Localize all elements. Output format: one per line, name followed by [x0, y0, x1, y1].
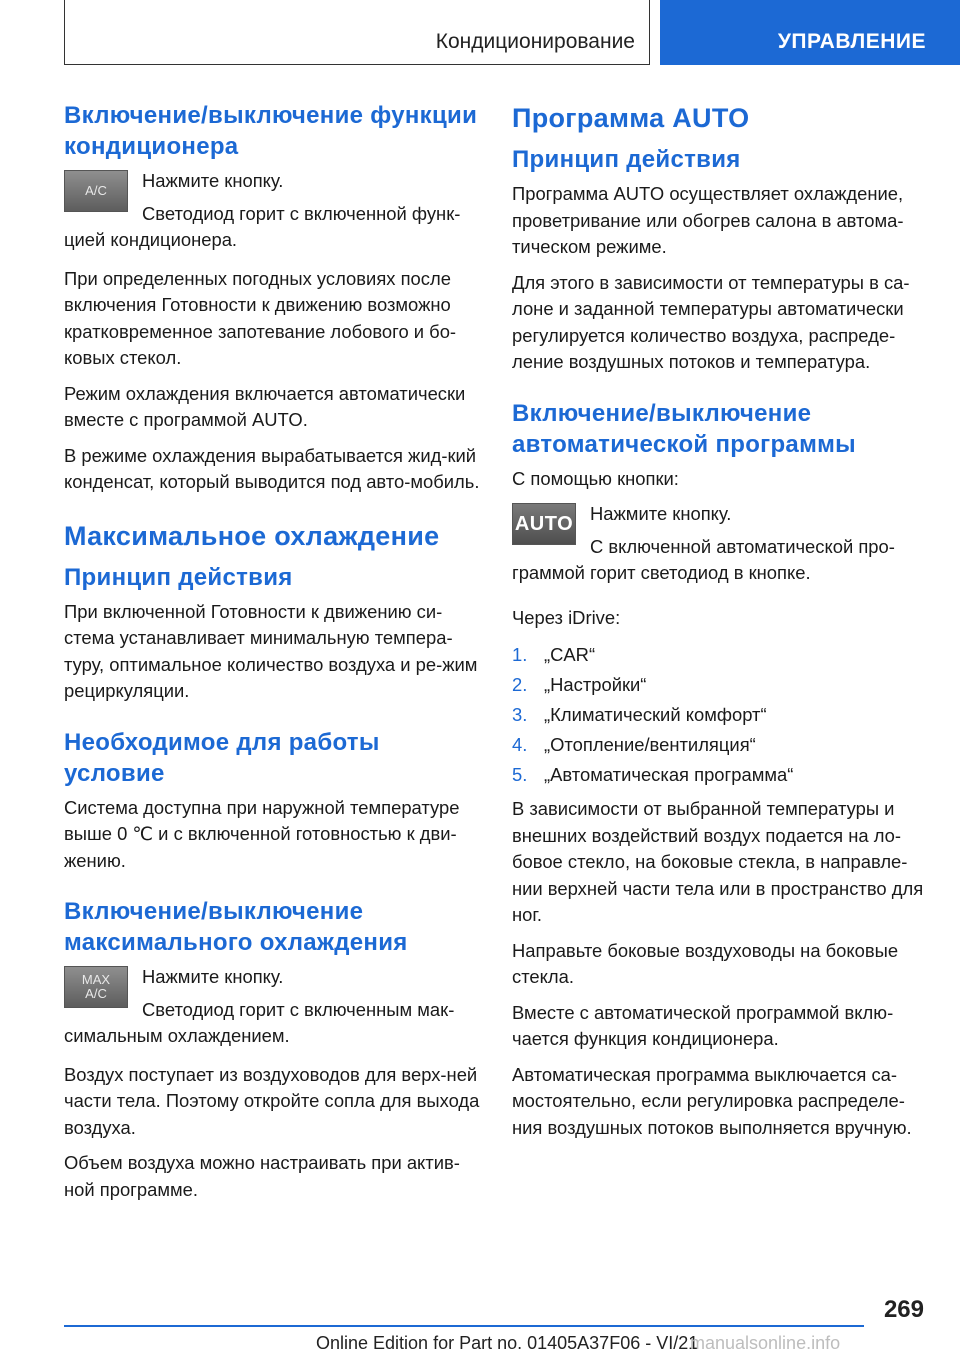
left-column	[64, 100, 480, 1212]
max-air-text: Воздух поступает из воздуховодов для верх-ней части тела. Поэтому откройте сопла для выхода воздуха.	[64, 1063, 480, 1138]
list-item: 3. „Климатический комфорт“	[512, 704, 767, 725]
heading-max-principle: Принцип действия	[64, 563, 293, 591]
max-principle-text: При включенной Готовности к движению си-стема устанавливает минимальную темпера-туру, оптимальное количество воздуха и ре-жим рециркуляции.	[64, 600, 478, 701]
heading-auto-principle: Принцип действия	[512, 146, 741, 173]
section-title: Кондиционирование	[435, 30, 635, 53]
chapter-tab	[660, 0, 960, 65]
heading-auto-program: Программа AUTO	[512, 103, 750, 133]
list-item: 1. „CAR“	[512, 644, 596, 665]
footer-divider	[64, 1325, 864, 1327]
auto-press-text: Нажмите кнопку.	[590, 503, 732, 524]
ac-press-text: Нажмите кнопку.	[142, 170, 284, 191]
ac-auto-text: Режим охлаждения включается автоматически вместе с программой AUTO.	[64, 382, 466, 430]
heading-max-onoff: Включение/выключение максимального охлаждения	[64, 898, 408, 956]
page-header	[0, 0, 960, 66]
section-tab	[64, 0, 650, 65]
via-button-text: С помощью кнопки:	[512, 467, 679, 489]
ac-fogging-text: При определенных погодных условиях после включения Готовности к движению возможно кратковременное запотевание лобового и бо-ковых стекол.	[64, 267, 457, 368]
auto-off-text: Автоматическая программа выключается са-мостоятельно, если регулировка распределе-ния воздушных потоков выполняется вручную.	[512, 1063, 912, 1138]
condition-text: Система доступна при наружной температуре выше 0 ℃ и с включенной готовностью к дви-жению.	[64, 796, 460, 871]
auto-principle-text-1: Программа AUTO осуществляет охлаждение, проветривание или обогрев салона в автома-тическом режиме.	[512, 183, 904, 257]
ac-led-text: Светодиод горит с включенной функ-цией кондиционера.	[64, 202, 461, 250]
auto-principle-text-2: Для этого в зависимости от температуры в са-лоне и заданной температуры автоматически регулируется количество воздуха, распреде-ление воздушных потоков и температура.	[512, 271, 910, 372]
ac-button-icon: A/C	[64, 170, 128, 212]
watermark-site: manualsonline.info	[690, 1333, 841, 1353]
edition-text: Online Edition for Part no. 01405A37F06 - VI/21	[316, 1333, 699, 1353]
heading-condition: Необходимое для работы условие	[64, 728, 380, 787]
heading-ac-onoff: Включение/выключение функции кондиционера	[64, 102, 478, 160]
auto-led-text: С включенной автоматической про-граммой горит светодиод в кнопке.	[512, 535, 895, 583]
heading-auto-onoff: Включение/выключение автоматической программы	[512, 399, 856, 458]
list-item: 5. „Автоматическая программа“	[512, 764, 794, 785]
ac-button-block	[64, 168, 480, 260]
air-distribution-text: В зависимости от выбранной температуры и внешних воздействий воздух подается на ло-бовое стекло, на боковые стекла, в направле-нии верхней части тела или в пространство для ног.	[512, 798, 924, 925]
ac-with-auto-text: Вместе с автоматической программой вклю-чается функция кондиционера.	[512, 1001, 894, 1049]
heading-max-cooling: Максимальное охлаждение	[64, 520, 440, 551]
via-idrive-text: Через iDrive:	[512, 606, 621, 628]
max-volume-text: Объем воздуха можно настраивать при актив-ной программе.	[64, 1152, 460, 1200]
max-press-text: Нажмите кнопку.	[142, 966, 284, 987]
right-column	[512, 100, 928, 1150]
max-led-text: Светодиод горит с включенным мак-симальным охлаждением.	[64, 998, 455, 1046]
chapter-title: УПРАВЛЕНИЕ	[777, 30, 926, 53]
auto-button-icon: AUTO	[512, 503, 576, 545]
auto-button-block	[512, 501, 928, 593]
side-vents-text: Направьте боковые воздуховоды на боковые стекла.	[512, 939, 899, 987]
idrive-steps-list	[512, 640, 928, 790]
list-item: 4. „Отопление/вентиляция“	[512, 734, 756, 755]
max-button-block	[64, 964, 480, 1056]
page-number: 269	[883, 1296, 924, 1323]
list-item: 2. „Настройки“	[512, 674, 647, 695]
ac-condensate-text: В режиме охлаждения вырабатывается жид-кий конденсат, который выводится под авто-мобиль.	[64, 444, 480, 492]
max-ac-button-icon: MAX A/C	[64, 966, 128, 1008]
